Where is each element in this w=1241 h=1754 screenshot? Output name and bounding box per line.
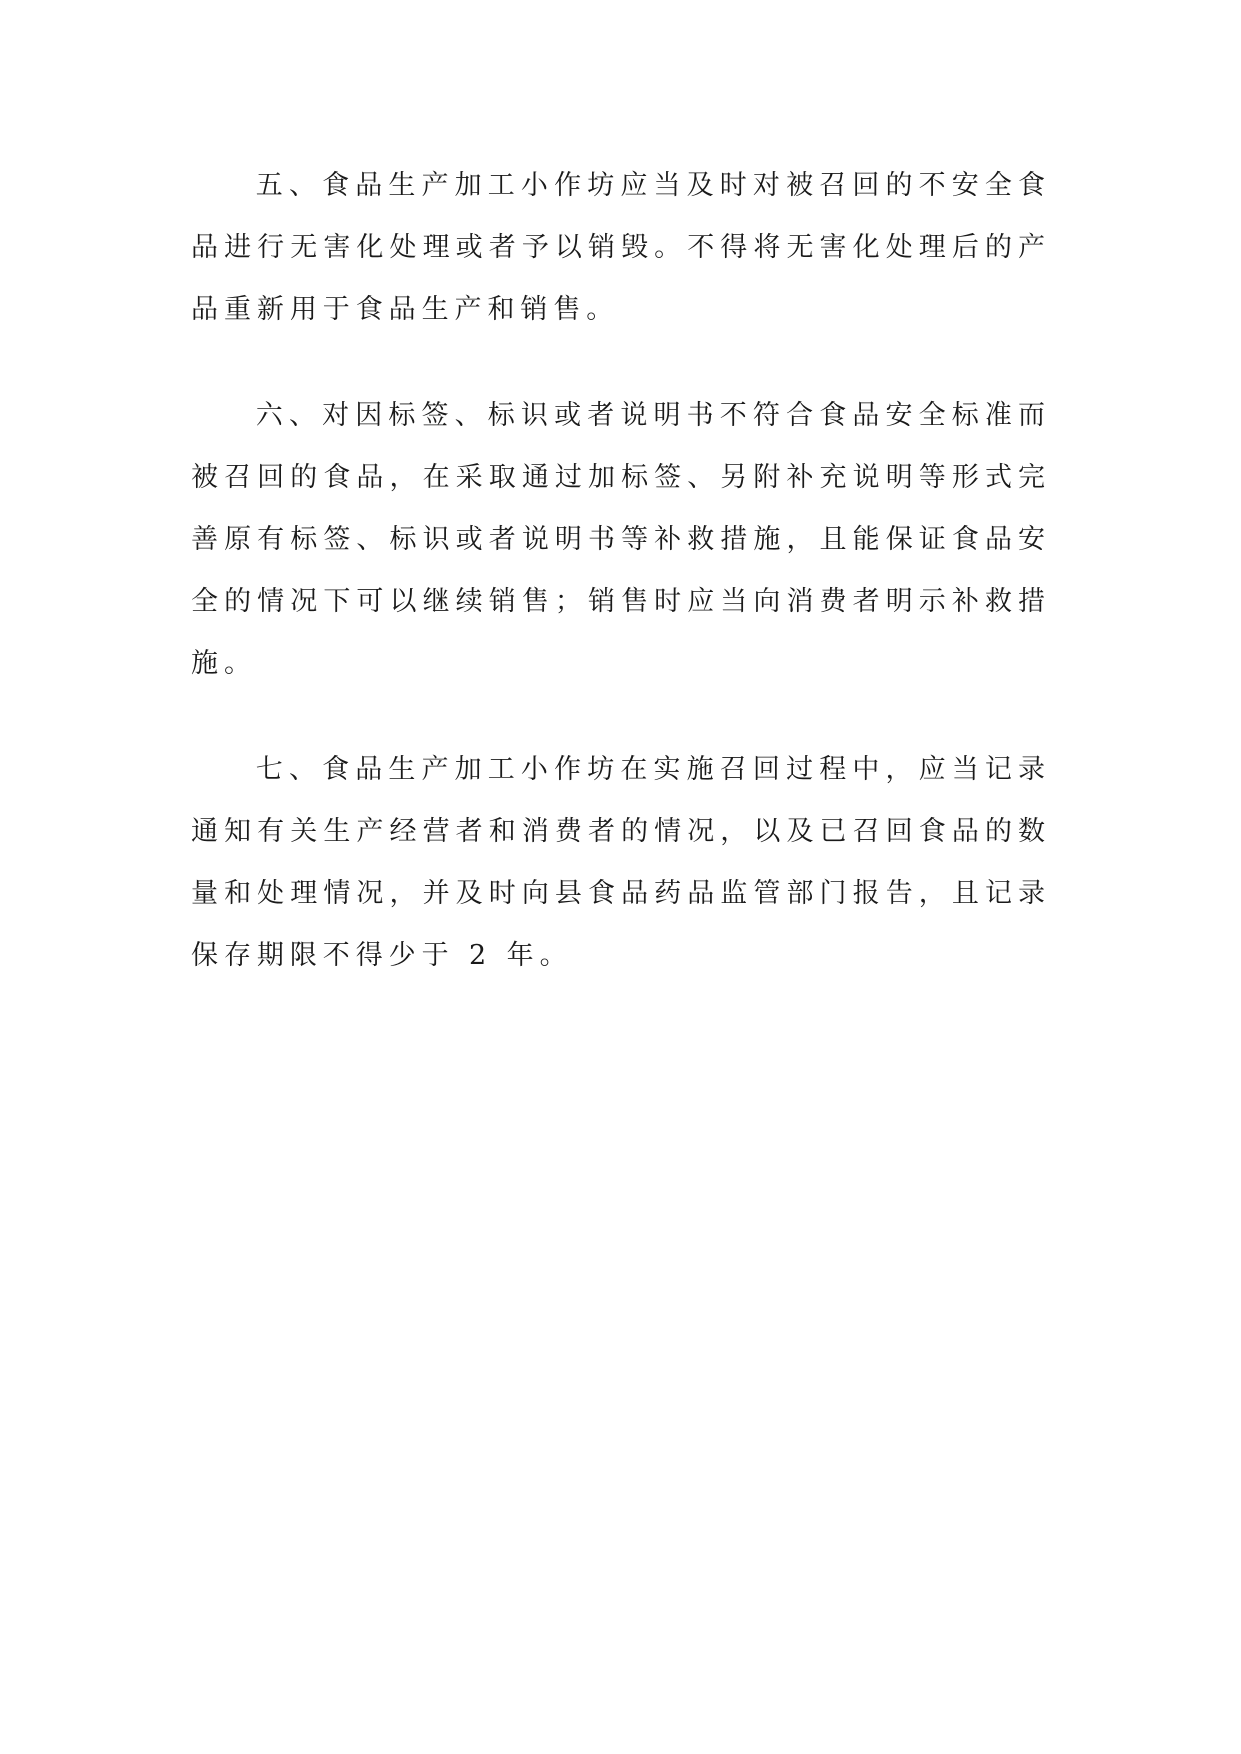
document-body [191, 155, 1051, 1031]
paragraph-7: 七、食品生产加工小作坊在实施召回过程中，应当记录通知有关生产经营者和消费者的情况，以及已召回食品的数量和处理情况，并及时向县食品药品监管部门报告，且记录保存期限不得少于 2 年。 [191, 754, 1051, 971]
paragraph-6: 六、对因标签、标识或者说明书不符合食品安全标准而被召回的食品，在采取通过加标签、另附补充说明等形式完善原有标签、标识或者说明书等补救措施，且能保证食品安全的情况下可以继续销售；销售时应当向消费者明示补救措施。 [191, 400, 1051, 679]
paragraph-5: 五、食品生产加工小作坊应当及时对被召回的不安全食品进行无害化处理或者予以销毁。不得将无害化处理后的产品重新用于食品生产和销售。 [191, 170, 1051, 325]
